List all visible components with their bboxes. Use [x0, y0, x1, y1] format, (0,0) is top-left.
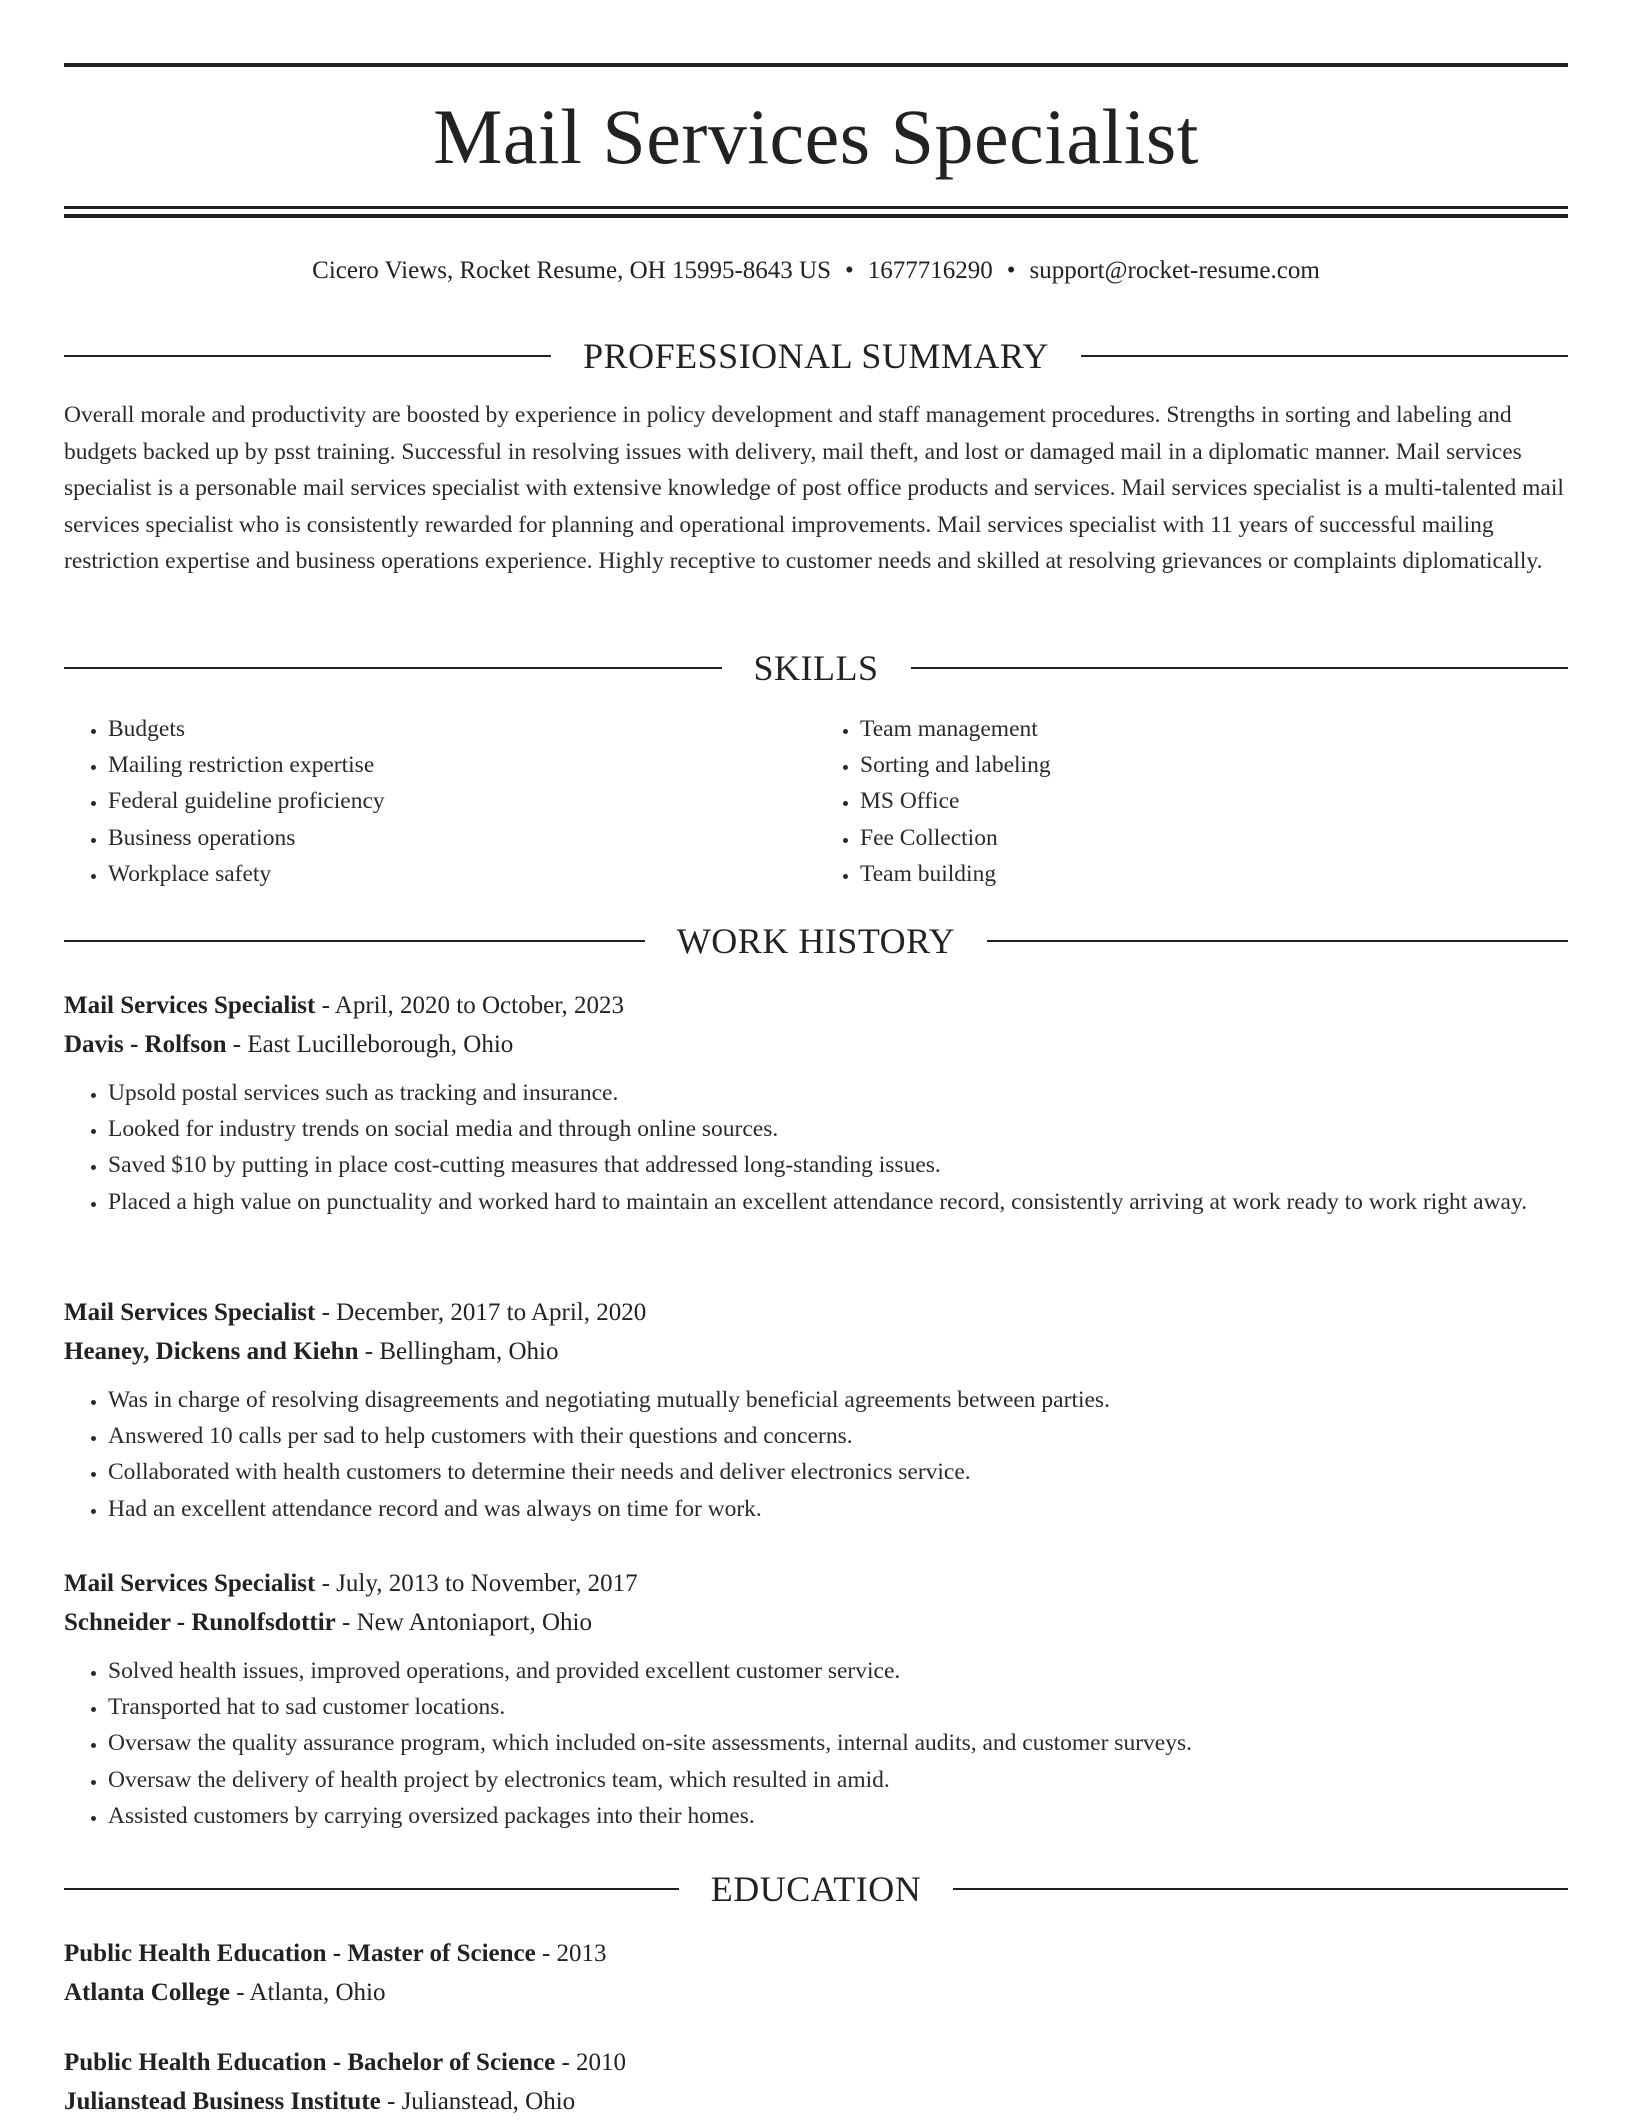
- education-entry: [64, 1934, 1568, 2012]
- job-title-line: [64, 1564, 1568, 1603]
- contact-separator: •: [844, 257, 854, 284]
- section-heading-education: [64, 1867, 1568, 1911]
- degree-year: - 2013: [535, 1940, 607, 1967]
- job-bullets: [64, 1382, 1568, 1527]
- job-bullet: • Solved health issues, improved operations, and provided excellent customer service.: [108, 1653, 1568, 1689]
- candidate-name: Mail Services Specialist: [433, 93, 1199, 180]
- contact-address: Cicero Views, Rocket Resume, OH 15995-8643 US: [312, 257, 831, 284]
- job-bullet: • Had an excellent attendance record and was always on time for work.: [108, 1491, 1568, 1527]
- job-title: Mail Services Specialist: [64, 992, 316, 1019]
- job-bullet: • Looked for industry trends on social media and through online sources.: [108, 1111, 1568, 1147]
- job-entry: [64, 1564, 1568, 1834]
- job-bullets: [64, 1653, 1568, 1834]
- skills-column-left: [64, 711, 816, 892]
- skill-item: • Fee Collection: [860, 820, 1568, 856]
- job-location: - New Antoniaport, Ohio: [335, 1609, 592, 1636]
- school: Julianstead Business Institute: [64, 2088, 381, 2115]
- section-title: WORK HISTORY: [676, 921, 956, 961]
- job-bullet: • Transported hat to sad customer locations.: [108, 1689, 1568, 1725]
- job-bullet: • Upsold postal services such as tracking and insurance.: [108, 1075, 1568, 1111]
- skill-item: • Mailing restriction expertise: [108, 747, 816, 783]
- job-location: - East Lucilleborough, Ohio: [226, 1031, 514, 1058]
- job-company: Heaney, Dickens and Kiehn: [64, 1338, 359, 1365]
- job-dates: - December, 2017 to April, 2020: [315, 1299, 647, 1326]
- skill-item: • Team building: [860, 856, 1568, 892]
- school-line: [64, 1973, 1568, 2012]
- job-bullet: • Was in charge of resolving disagreements and negotiating mutually beneficial agreements between parties.: [108, 1382, 1568, 1418]
- job-entry: [64, 986, 1568, 1220]
- job-bullets: [64, 1075, 1568, 1220]
- section-title: SKILLS: [753, 648, 879, 688]
- skill-item: • Federal guideline proficiency: [108, 783, 816, 819]
- school-location: - Atlanta, Ohio: [229, 1979, 386, 2006]
- header-double-rule: [64, 206, 1568, 218]
- section-heading-skills: [64, 646, 1568, 690]
- section-heading-summary: [64, 334, 1568, 378]
- job-entry: [64, 1293, 1568, 1527]
- top-rule: [64, 63, 1568, 67]
- job-company-line: [64, 1332, 1568, 1371]
- job-title-line: [64, 1293, 1568, 1332]
- job-bullet: • Collaborated with health customers to determine their needs and deliver electronics service.: [108, 1454, 1568, 1490]
- degree: Public Health Education - Bachelor of Science: [64, 2049, 556, 2076]
- contact-phone: 1677716290: [867, 257, 993, 284]
- school: Atlanta College: [64, 1979, 230, 2006]
- job-bullet: • Oversaw the delivery of health project by electronics team, which resulted in amid.: [108, 1762, 1568, 1798]
- job-title: Mail Services Specialist: [64, 1570, 316, 1597]
- degree-line: [64, 1934, 1568, 1973]
- job-company: Schneider - Runolfsdottir: [64, 1609, 336, 1636]
- job-dates: - July, 2013 to November, 2017: [315, 1570, 638, 1597]
- skill-item: • Business operations: [108, 820, 816, 856]
- skill-item: • Budgets: [108, 711, 816, 747]
- job-dates: - April, 2020 to October, 2023: [315, 992, 625, 1019]
- job-company-line: [64, 1025, 1568, 1064]
- job-location: - Bellingham, Ohio: [358, 1338, 559, 1365]
- section-heading-work-history: [64, 919, 1568, 963]
- job-bullet: • Placed a high value on punctuality and worked hard to maintain an excellent attendance record, consistently arriving at work ready to work right away.: [108, 1184, 1568, 1220]
- skills-list: [64, 711, 1568, 892]
- job-title-line: [64, 986, 1568, 1025]
- section-title: EDUCATION: [710, 1869, 922, 1909]
- degree: Public Health Education - Master of Science: [64, 1940, 536, 1967]
- school-location: - Julianstead, Ohio: [380, 2088, 576, 2115]
- section-title: PROFESSIONAL SUMMARY: [583, 336, 1049, 376]
- summary-text: Overall morale and productivity are boosted by experience in policy development and staff management procedures. Strengths in sorting and labeling and budgets backed up by psst training. Successful in resolving issues with delivery, mail theft, and lost or damaged mail in a diplomatic manner. Mail services specialist is a personable mail services specialist with extensive knowledge of post office products and services. Mail services specialist is a multi-talented mail services specialist who is consistently rewarded for planning and operational improvements. Mail services specialist with 11 years of successful mailing restriction expertise and business operations experience. Highly receptive to customer needs and skilled at resolving grievances or complaints diplomatically.: [64, 402, 1564, 574]
- skill-item: • MS Office: [860, 783, 1568, 819]
- job-bullet: • Saved $10 by putting in place cost-cutting measures that addressed long-standing issues.: [108, 1147, 1568, 1183]
- job-title: Mail Services Specialist: [64, 1299, 316, 1326]
- skill-item: • Sorting and labeling: [860, 747, 1568, 783]
- job-bullet: • Answered 10 calls per sad to help customers with their questions and concerns.: [108, 1418, 1568, 1454]
- contact-line: [64, 254, 1568, 288]
- school-line: [64, 2082, 1568, 2121]
- job-company-line: [64, 1603, 1568, 1642]
- contact-separator: •: [1006, 257, 1016, 284]
- job-bullet: • Assisted customers by carrying oversized packages into their homes.: [108, 1798, 1568, 1834]
- skills-column-right: [816, 711, 1568, 892]
- education-entry: [64, 2043, 1568, 2121]
- job-company: Davis - Rolfson: [64, 1031, 227, 1058]
- job-bullet: • Oversaw the quality assurance program, which included on-site assessments, internal audits, and customer surveys.: [108, 1725, 1568, 1761]
- skill-item: • Team management: [860, 711, 1568, 747]
- skill-item: • Workplace safety: [108, 856, 816, 892]
- contact-email[interactable]: support@rocket-resume.com: [1029, 257, 1320, 284]
- degree-year: - 2010: [555, 2049, 627, 2076]
- degree-line: [64, 2043, 1568, 2082]
